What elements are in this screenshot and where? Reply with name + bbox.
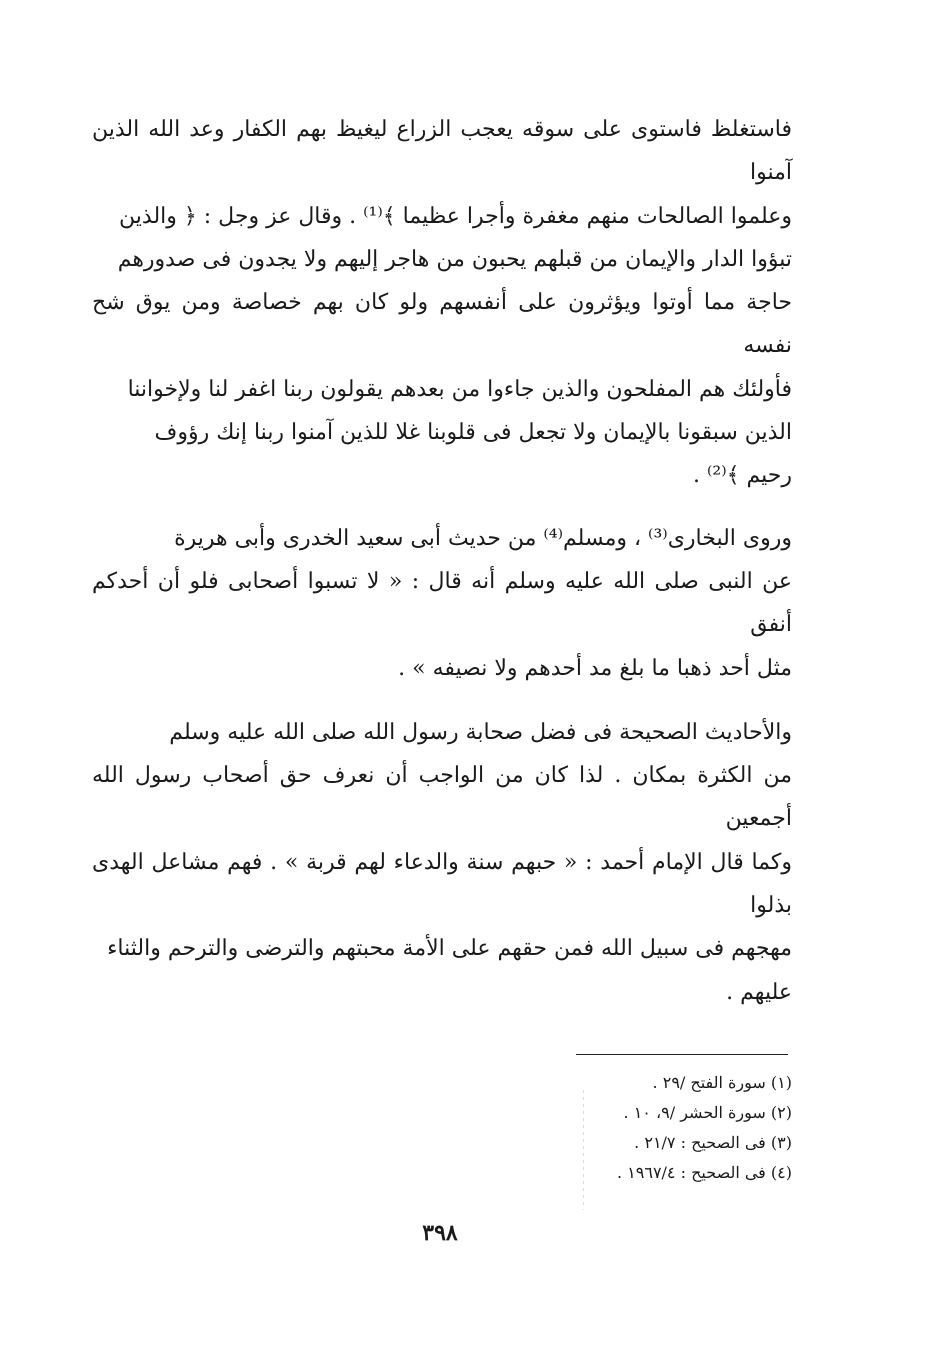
paragraph-3	[92, 711, 792, 1014]
footnote-divider	[576, 1054, 788, 1055]
text-line: من الكثرة بمكان . لذا كان من الواجب أن نعرف حق أصحاب رسول الله أجمعين	[92, 763, 792, 832]
text-line: حاجة مما أوتوا ويؤثرون على أنفسهم ولو كان بهم خصاصة ومن يوق شح نفسه	[92, 290, 792, 359]
text-line: تبؤوا الدار والإيمان من قبلهم يحبون من هاجر إليهم ولا يجدون فى صدورهم	[117, 246, 792, 272]
paragraph-2	[92, 517, 792, 690]
text-line: عليهم .	[726, 979, 792, 1005]
text-line: عن النبى صلى الله عليه وسلم أنه قال : « لا تسبوا أصحابى فلو أن أحدكم أنفق	[92, 568, 792, 638]
text-line: فاستغلظ فاستوى على سوقه يعجب الزراع ليغيظ بهم الكفار وعد الله الذين آمنوا	[92, 117, 792, 186]
text-line: مهجهم فى سبيل الله فمن حقهم على الأمة محبتهم والترضى والترحم والثناء	[107, 936, 792, 962]
footnotes	[392, 1068, 792, 1188]
page-number: ٣٩٨	[422, 1220, 458, 1246]
text-line: والأحاديث الصحيحة فى فضل صحابة رسول الله صلى الله عليه وسلم	[169, 719, 792, 745]
text-line: وروى البخارى⁽³⁾ ، ومسلم⁽⁴⁾ من حديث أبى سعيد الخدرى وأبى هريرة	[174, 525, 792, 551]
text-line: وكما قال الإمام أحمد : « حبهم سنة والدعاء لهم قربة » . فهم مشاعل الهدى بذلوا	[92, 849, 792, 919]
text-line: مثل أحد ذهبا ما بلغ مد أحدهم ولا نصيفه » .	[398, 655, 792, 681]
footnote-2: (٢) سورة الحشر /٩، ١٠ .	[623, 1103, 792, 1122]
text-line: وعلموا الصالحات منهم مغفرة وأجرا عظيما ﴾⁽¹⁾ . وقال عز وجل : ﴿ والذين	[119, 203, 792, 229]
text-line: الذين سبقونا بالإيمان ولا تجعل فى قلوبنا غلا للذين آمنوا ربنا إنك رؤوف	[154, 420, 792, 446]
main-text	[92, 108, 792, 1035]
footnote-4: (٤) فى الصحيح : ١٩٦٧/٤ .	[616, 1163, 792, 1182]
paragraph-1	[92, 108, 792, 498]
text-line: رحيم ﴾⁽²⁾ .	[692, 463, 792, 489]
footnote-1: (١) سورة الفتح /٢٩ .	[652, 1073, 792, 1092]
footnote-3: (٣) فى الصحيح : ٢١/٧ .	[634, 1133, 792, 1152]
text-line: فأولئك هم المفلحون والذين جاءوا من بعدهم يقولون ربنا اغفر لنا ولإخواننا	[127, 376, 792, 402]
